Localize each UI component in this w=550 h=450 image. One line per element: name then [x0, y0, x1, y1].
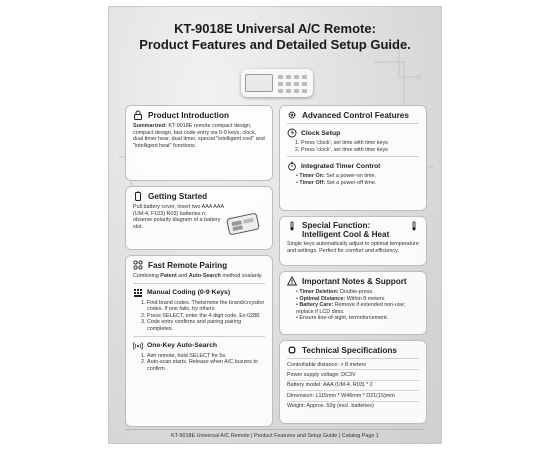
special-function-text: Single keys automatically adjust to optimal temperature and settings. Perfect for comfort and efficiency. [287, 241, 419, 254]
list-item: • Timer Off: Set a power-off time. [296, 180, 419, 187]
important-notes-heading [287, 276, 419, 286]
getting-started-title: Getting Started [148, 191, 208, 201]
advanced-control-card [279, 105, 427, 211]
thermometer-icon [287, 221, 297, 231]
important-notes-title: Important Notes & Support [302, 276, 407, 286]
special-function-title-2: Intelligent Cool & Heat [302, 230, 390, 239]
title-line-2: Product Features and Detailed Setup Guide. [139, 37, 411, 52]
advanced-control-heading [287, 110, 419, 120]
special-function-title-1: Special Function: [302, 221, 371, 230]
timer-control-list [287, 173, 419, 186]
product-introduction-title: Product Introduction [148, 110, 229, 120]
spec-table [287, 360, 419, 411]
table-row: Weight: Approx. 50g (excl. batteries) [287, 403, 374, 410]
list-item: 3. Code entry confirms and pairing pairing completes. [147, 319, 265, 332]
technical-specifications-heading [287, 345, 419, 355]
manual-coding-steps [133, 300, 265, 333]
table-row: Dimension: L115mm * W46mm * D21(15)mm [287, 391, 419, 401]
keypad-icon [133, 288, 143, 298]
list-item: 2. Auto-scan starts. Release when A/C buzzes to confirm. [147, 359, 265, 372]
battery-compartment-icon [226, 213, 260, 235]
product-introduction-text [133, 123, 265, 149]
getting-started-heading [133, 191, 265, 201]
page-title [109, 21, 441, 53]
chip-icon [287, 345, 297, 355]
manual-coding-heading [133, 288, 265, 298]
summary-label: Summarized: [133, 123, 167, 129]
lock-icon [133, 110, 143, 120]
gear-icon [287, 110, 297, 120]
remote-lcd [245, 74, 273, 92]
page-footer: KT-9018E Universal A/C Remote | Product Features and Setup Guide | Catalog Page 1 [171, 433, 379, 439]
auto-search-heading [133, 341, 265, 351]
summary-body: KT-9018E remote compact design, compact design, fast code entry via 0-9 keys, clock, dual timer hear, dual timer, special "intelligent cool" and "intelligent heat" functions. [133, 123, 265, 149]
advanced-control-title: Advanced Control Features [302, 110, 409, 120]
technical-specifications-title: Technical Specifications [302, 345, 397, 355]
list-item: 1. Aim remote, hold SELECT for 5s. [147, 353, 265, 360]
list-item: • Optimal Distance: Within 8 meters. [296, 296, 419, 303]
product-introduction-heading [133, 110, 265, 120]
clock-icon [287, 128, 297, 138]
fast-remote-pairing-title: Fast Remote Pairing [148, 260, 228, 270]
manual-coding-title: Manual Coding (0-9 Keys) [147, 289, 231, 297]
remote-image [241, 69, 313, 97]
table-row: Controllable distance: > 8 meters [287, 360, 419, 370]
catalog-poster [108, 6, 442, 444]
getting-started-card [125, 186, 273, 250]
special-function-heading [287, 221, 419, 239]
timer-control-title: Integrated Timer Control [301, 162, 381, 170]
warning-icon [287, 276, 297, 286]
footer-divider [125, 429, 425, 430]
pairing-intro: Combining Patent and Auto-Search method snalanly. [133, 273, 263, 279]
list-item: • Ensure line-of-sight, termnforcement. [296, 315, 419, 322]
thermometer-icon [409, 221, 419, 231]
clock-setup-steps [287, 140, 419, 153]
product-introduction-card [125, 105, 273, 181]
list-item: • Timer Deletion: Double-press. [296, 289, 419, 296]
clock-setup-title: Clock Setup [301, 129, 341, 137]
title-line-1: KT-9018E Universal A/C Remote: [174, 21, 376, 36]
list-item: 2. Press SELECT, enter the 4-digit code, Ex:0288. [147, 313, 265, 320]
table-row: Power supply voltage: DC3V [287, 370, 419, 380]
important-notes-card [279, 271, 427, 335]
list-item: • Battery Care: Remove if extended non-use; replace if LCD dims. [296, 302, 419, 315]
stopwatch-icon [287, 161, 297, 171]
auto-search-steps [133, 353, 265, 373]
fast-remote-pairing-card [125, 255, 273, 427]
table-row: Battery model: AAA (UM-4, R03) * 2 [287, 381, 419, 391]
signal-icon [133, 341, 143, 351]
list-item: 2. Press 'clock', set time with time keys [301, 147, 419, 154]
grid-icon [133, 260, 143, 270]
auto-search-title: One-Key Auto-Search [147, 342, 217, 350]
clock-setup-heading [287, 128, 419, 138]
technical-specifications-card [279, 340, 427, 424]
list-item: • Timer On: Set a power-on time. [296, 173, 419, 180]
special-function-card [279, 216, 427, 266]
fast-remote-pairing-heading [133, 260, 265, 270]
battery-icon [133, 191, 143, 201]
list-item: 1. Press 'clock', set time with time keys [301, 140, 419, 147]
list-item: 1. Find brand codes. Thetsrmine the brand/crcysitor codes. If one fails, try others. [147, 300, 265, 313]
important-notes-list [287, 289, 419, 322]
getting-started-text: Pull battery cover, insert two AAA AAA (UM-4, F103) R03) batteries n; observe polarity diagram of a battery slot. [133, 204, 224, 230]
timer-control-heading [287, 161, 419, 171]
